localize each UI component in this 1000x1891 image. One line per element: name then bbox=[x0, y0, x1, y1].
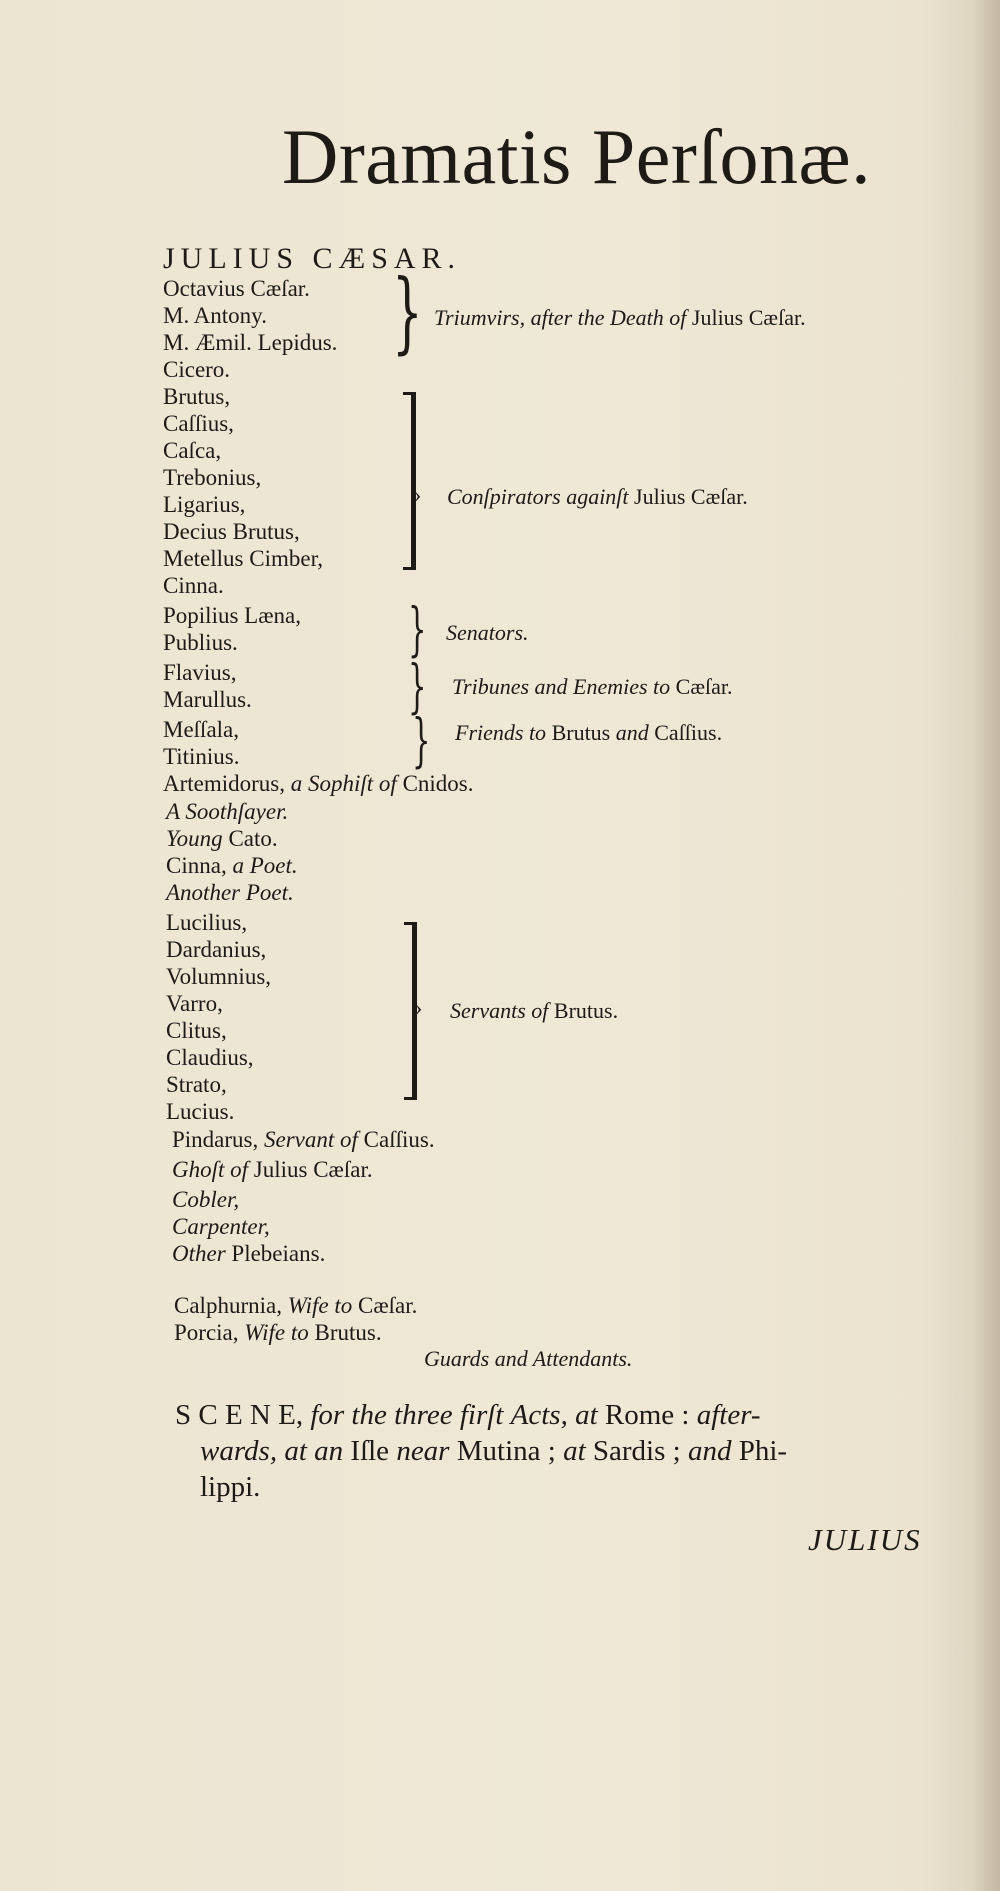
character-volumnius: Volumnius, bbox=[166, 964, 272, 989]
label-triumvirs: Triumvirs, after the Death of Julius Cæſar. bbox=[434, 305, 806, 330]
scene-line-2: wards, at an Iſle near Mutina ; at Sardis ; and Phi- bbox=[200, 1435, 788, 1467]
character-soothsayer: A Soothſayer. bbox=[166, 799, 289, 824]
character-flavius: Flavius, bbox=[163, 660, 237, 685]
character-ghost: Ghoſt of Julius Cæſar. bbox=[172, 1157, 373, 1182]
label-conspirators: Conſpirators againſt Julius Cæſar. bbox=[447, 484, 748, 509]
page-edge-shadow bbox=[972, 0, 1000, 1891]
character-messala: Meſſala, bbox=[163, 717, 239, 742]
character-decius: Decius Brutus, bbox=[163, 519, 300, 544]
character-other-plebeians: Other Plebeians. bbox=[172, 1241, 326, 1266]
character-ligarius: Ligarius, bbox=[163, 492, 246, 517]
label-tribunes: Tribunes and Enemies to Cæſar. bbox=[452, 674, 733, 699]
character-marullus: Marullus. bbox=[163, 687, 252, 712]
character-dardanius: Dardanius, bbox=[166, 937, 267, 962]
label-senators: Senators. bbox=[446, 620, 529, 645]
character-popilius: Popilius Læna, bbox=[163, 603, 302, 628]
character-lepidus: M. Æmil. Lepidus. bbox=[163, 330, 338, 355]
brace-triumvirs: } bbox=[392, 260, 423, 363]
character-varro: Varro, bbox=[166, 991, 223, 1016]
catchword: JULIUS bbox=[808, 1522, 922, 1557]
character-clitus: Clitus, bbox=[166, 1018, 227, 1043]
guards-and-attendants: Guards and Attendants. bbox=[424, 1346, 633, 1371]
brace-conspirators-tip: › bbox=[414, 482, 422, 507]
character-titinius: Titinius. bbox=[163, 744, 240, 769]
brace-friends: } bbox=[412, 706, 431, 774]
character-lucius: Lucius. bbox=[166, 1099, 235, 1124]
page-title: Dramatis Perſonæ. bbox=[282, 113, 872, 200]
character-artemidorus: Artemidorus, a Sophiſt of Cnidos. bbox=[163, 771, 474, 796]
character-cinna: Cinna. bbox=[163, 573, 224, 598]
character-claudius: Claudius, bbox=[166, 1045, 254, 1070]
character-carpenter: Carpenter, bbox=[172, 1214, 270, 1239]
brace-senators: } bbox=[408, 595, 427, 663]
scene-line-1: S C E N E, for the three firſt Acts, at Rome : after- bbox=[175, 1399, 761, 1431]
character-lucilius: Lucilius, bbox=[166, 910, 248, 935]
brace-servants-bottom bbox=[404, 1097, 414, 1100]
character-porcia: Porcia, Wife to Brutus. bbox=[174, 1320, 382, 1345]
character-brutus: Brutus, bbox=[163, 384, 231, 409]
character-cassius: Caſſius, bbox=[163, 411, 234, 436]
brace-conspirators-bottom bbox=[403, 567, 413, 570]
character-publius: Publius. bbox=[163, 630, 238, 655]
brace-servants-tip: › bbox=[415, 995, 423, 1020]
character-metellus: Metellus Cimber, bbox=[163, 546, 324, 571]
character-cinna-poet: Cinna, a Poet. bbox=[166, 853, 298, 878]
lead-character: JULIUS CÆSAR. bbox=[163, 242, 462, 275]
character-strato: Strato, bbox=[166, 1072, 227, 1097]
character-trebonius: Trebonius, bbox=[163, 465, 262, 490]
character-young-cato: Young Cato. bbox=[166, 826, 278, 851]
character-another-poet: Another Poet. bbox=[166, 880, 294, 905]
character-calphurnia: Calphurnia, Wife to Cæſar. bbox=[174, 1293, 418, 1318]
character-casca: Caſca, bbox=[163, 438, 222, 463]
brace-conspirators bbox=[411, 392, 416, 570]
scene-line-3: lippi. bbox=[200, 1471, 261, 1503]
character-cobler: Cobler, bbox=[172, 1187, 240, 1212]
character-octavius: Octavius Cæſar. bbox=[163, 276, 310, 301]
character-antony: M. Antony. bbox=[163, 303, 267, 328]
label-servants: Servants of Brutus. bbox=[450, 998, 619, 1023]
label-friends: Friends to Brutus and Caſſius. bbox=[455, 720, 723, 745]
character-pindarus: Pindarus, Servant of Caſſius. bbox=[172, 1127, 435, 1152]
brace-tribunes: } bbox=[408, 652, 427, 720]
character-cicero: Cicero. bbox=[163, 357, 231, 382]
